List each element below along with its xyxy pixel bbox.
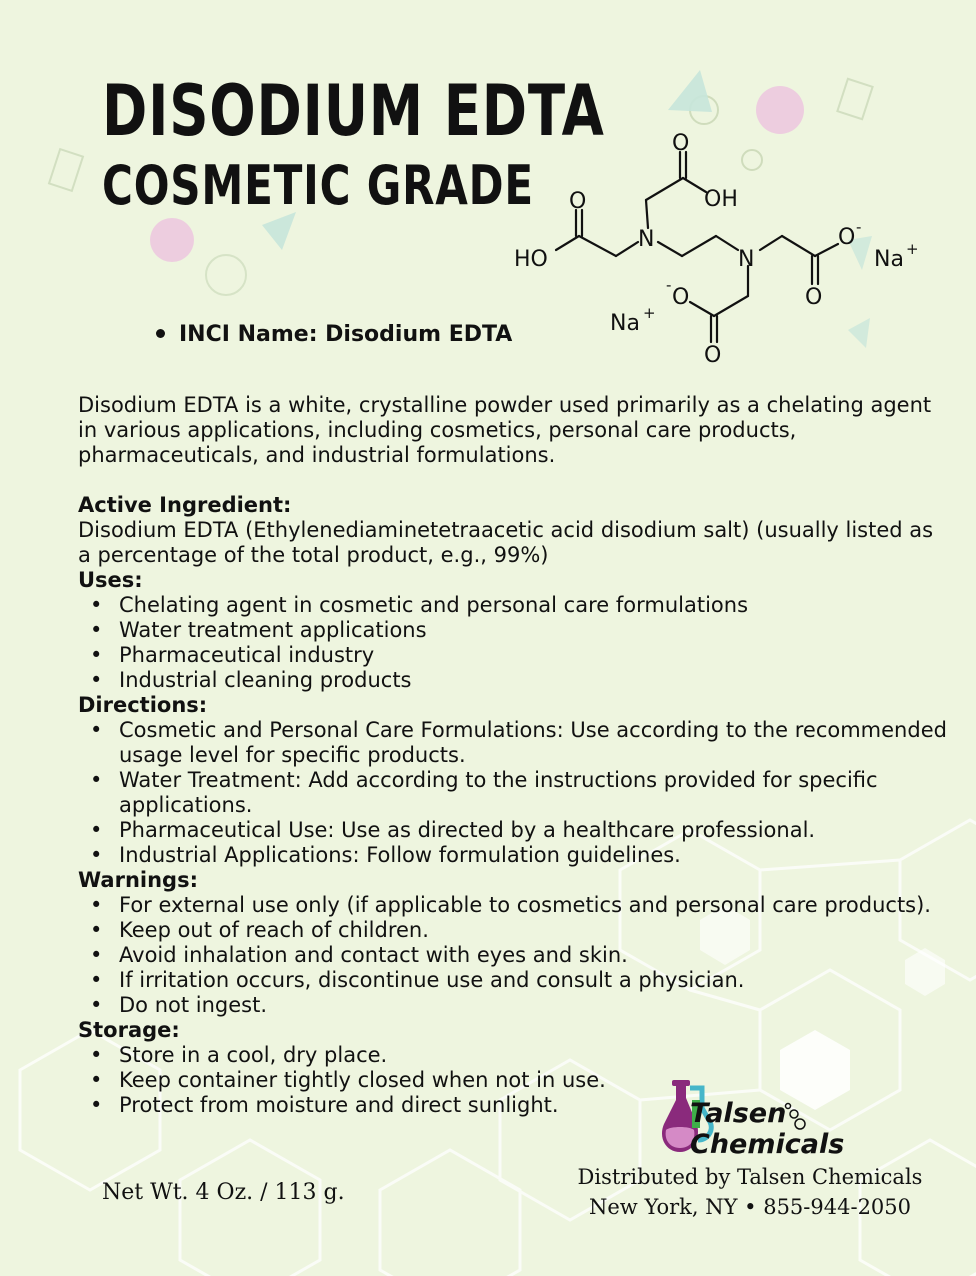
description-paragraph: Disodium EDTA is a white, crystalline powder used primarily as a chelating agent in various applications, including cosmetics, personal care products, pharmaceuticals, and industrial formulations. (78, 393, 932, 467)
atom-o-minus-bottom: O (672, 285, 690, 310)
distributor-line: Distributed by Talsen Chemicals (577, 1165, 923, 1189)
atom-ho-left: HO (514, 247, 548, 272)
product-subtitle: COSMETIC GRADE (102, 154, 534, 217)
distributor-info (560, 1162, 940, 1222)
list-item: • If irritation occurs, discontinue use and consult a physician. (78, 968, 948, 993)
atom-o-top: O (672, 131, 690, 156)
bubbles-icon (786, 1104, 806, 1130)
inci-text: INCI Name: Disodium EDTA (179, 322, 513, 347)
atom-n-left: N (638, 227, 655, 252)
list-item: • Avoid inhalation and contact with eyes and skin. (78, 943, 948, 968)
atom-na-left: Na (610, 311, 640, 336)
list-item: • Keep container tightly closed when not in use. (78, 1068, 618, 1093)
directions-list (78, 718, 948, 868)
list-item: • Industrial cleaning products (78, 668, 948, 693)
atom-o-minus-right: O (838, 225, 856, 250)
charge-minus-bottom: - (666, 276, 672, 294)
label-content (78, 393, 948, 1118)
atom-o-right: O (805, 285, 823, 310)
list-item: • Do not ingest. (78, 993, 948, 1018)
storage-list (78, 1043, 618, 1118)
atom-na-right: Na (874, 247, 904, 272)
edta-structure-diagram (500, 120, 940, 380)
list-item: • Keep out of reach of children. (78, 918, 948, 943)
active-ingredient-heading: Active Ingredient: (78, 493, 292, 517)
uses-heading: Uses: (78, 568, 143, 592)
talsen-chemicals-logo (650, 1078, 850, 1162)
distributor-contact: New York, NY • 855-944-2050 (588, 1195, 912, 1219)
logo-text-line2: Chemicals (690, 1129, 845, 1160)
logo-text-line1: Talsen (690, 1098, 787, 1129)
inci-name (156, 322, 512, 347)
list-item: • Chelating agent in cosmetic and personal care formulations (78, 593, 948, 618)
atom-o-bottom: O (704, 343, 722, 368)
list-item: • Industrial Applications: Follow formulation guidelines. (78, 843, 948, 868)
list-item: • Water Treatment: Add according to the instructions provided for specific applications. (78, 768, 948, 818)
charge-minus-right: - (856, 218, 862, 236)
list-item: • Pharmaceutical Use: Use as directed by a healthcare professional. (78, 818, 948, 843)
net-weight: Net Wt. 4 Oz. / 113 g. (102, 1180, 345, 1205)
charge-plus-right: + (906, 240, 919, 258)
list-item: • Pharmaceutical industry (78, 643, 948, 668)
list-item: • Store in a cool, dry place. (78, 1043, 618, 1068)
atom-oh-top: OH (704, 187, 738, 212)
list-item: • Cosmetic and Personal Care Formulations: Use according to the recommended usage level for specific products. (78, 718, 948, 768)
list-item: • For external use only (if applicable to cosmetics and personal care products). (78, 893, 948, 918)
list-item: • Protect from moisture and direct sunlight. (78, 1093, 618, 1118)
active-ingredient-text: Disodium EDTA (Ethylenediaminetetraacetic acid disodium salt) (usually listed as a percentage of the total product, e.g., 99%) (78, 518, 934, 567)
warnings-heading: Warnings: (78, 868, 198, 892)
charge-plus-left: + (643, 304, 656, 322)
list-item: • Water treatment applications (78, 618, 948, 643)
atom-n-right: N (738, 247, 755, 272)
warnings-list (78, 893, 948, 1018)
product-title: DISODIUM EDTA (102, 70, 605, 152)
storage-heading: Storage: (78, 1018, 180, 1042)
bullet-dot-icon (156, 329, 165, 338)
atom-o-left: O (569, 189, 587, 214)
uses-list (78, 593, 948, 693)
directions-heading: Directions: (78, 693, 208, 717)
